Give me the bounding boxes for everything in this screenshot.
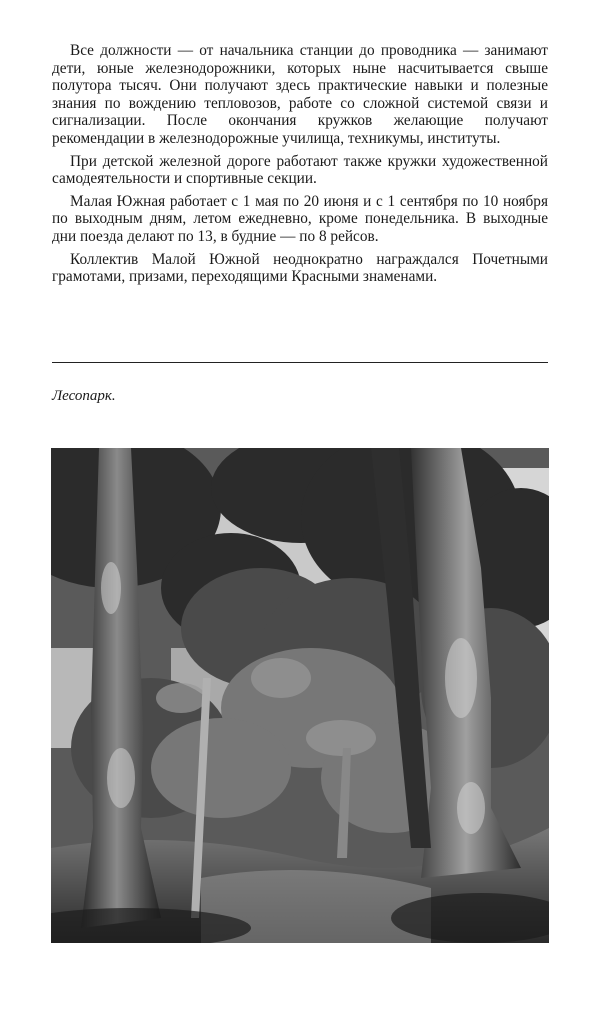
paragraph: Коллектив Малой Южной неоднократно награждался Почетными грамотами, призами, переходящими Красными знаменами. [52, 250, 548, 286]
paragraph: При детской железной дороге работают также кружки художественной самодеятельности и спортивные секции. [52, 152, 548, 188]
paragraph: Малая Южная работает с 1 мая по 20 июня и с 1 сентября по 10 ноября по выходным дням, летом ежедневно, кроме понедельника. В выходные дни поезда делают по 13, в будние — по 8 рейсов. [52, 192, 548, 245]
paragraph: Все должности — от начальника станции до проводника — занимают дети, юные железнодорожники, которых ныне насчитывается свыше полутора тысяч. Они получают здесь практические навыки и полезные знания по вождению тепловозов, работе со сложной системой связи и сигнализации. После окончания кружков желающие получают рекомендации в железнодорожные училища, техникумы, институты. [52, 42, 548, 147]
article-text [52, 42, 548, 291]
section-divider [52, 362, 548, 363]
forest-park-photo [51, 448, 549, 943]
photo-caption: Лесопарк. [52, 388, 116, 404]
